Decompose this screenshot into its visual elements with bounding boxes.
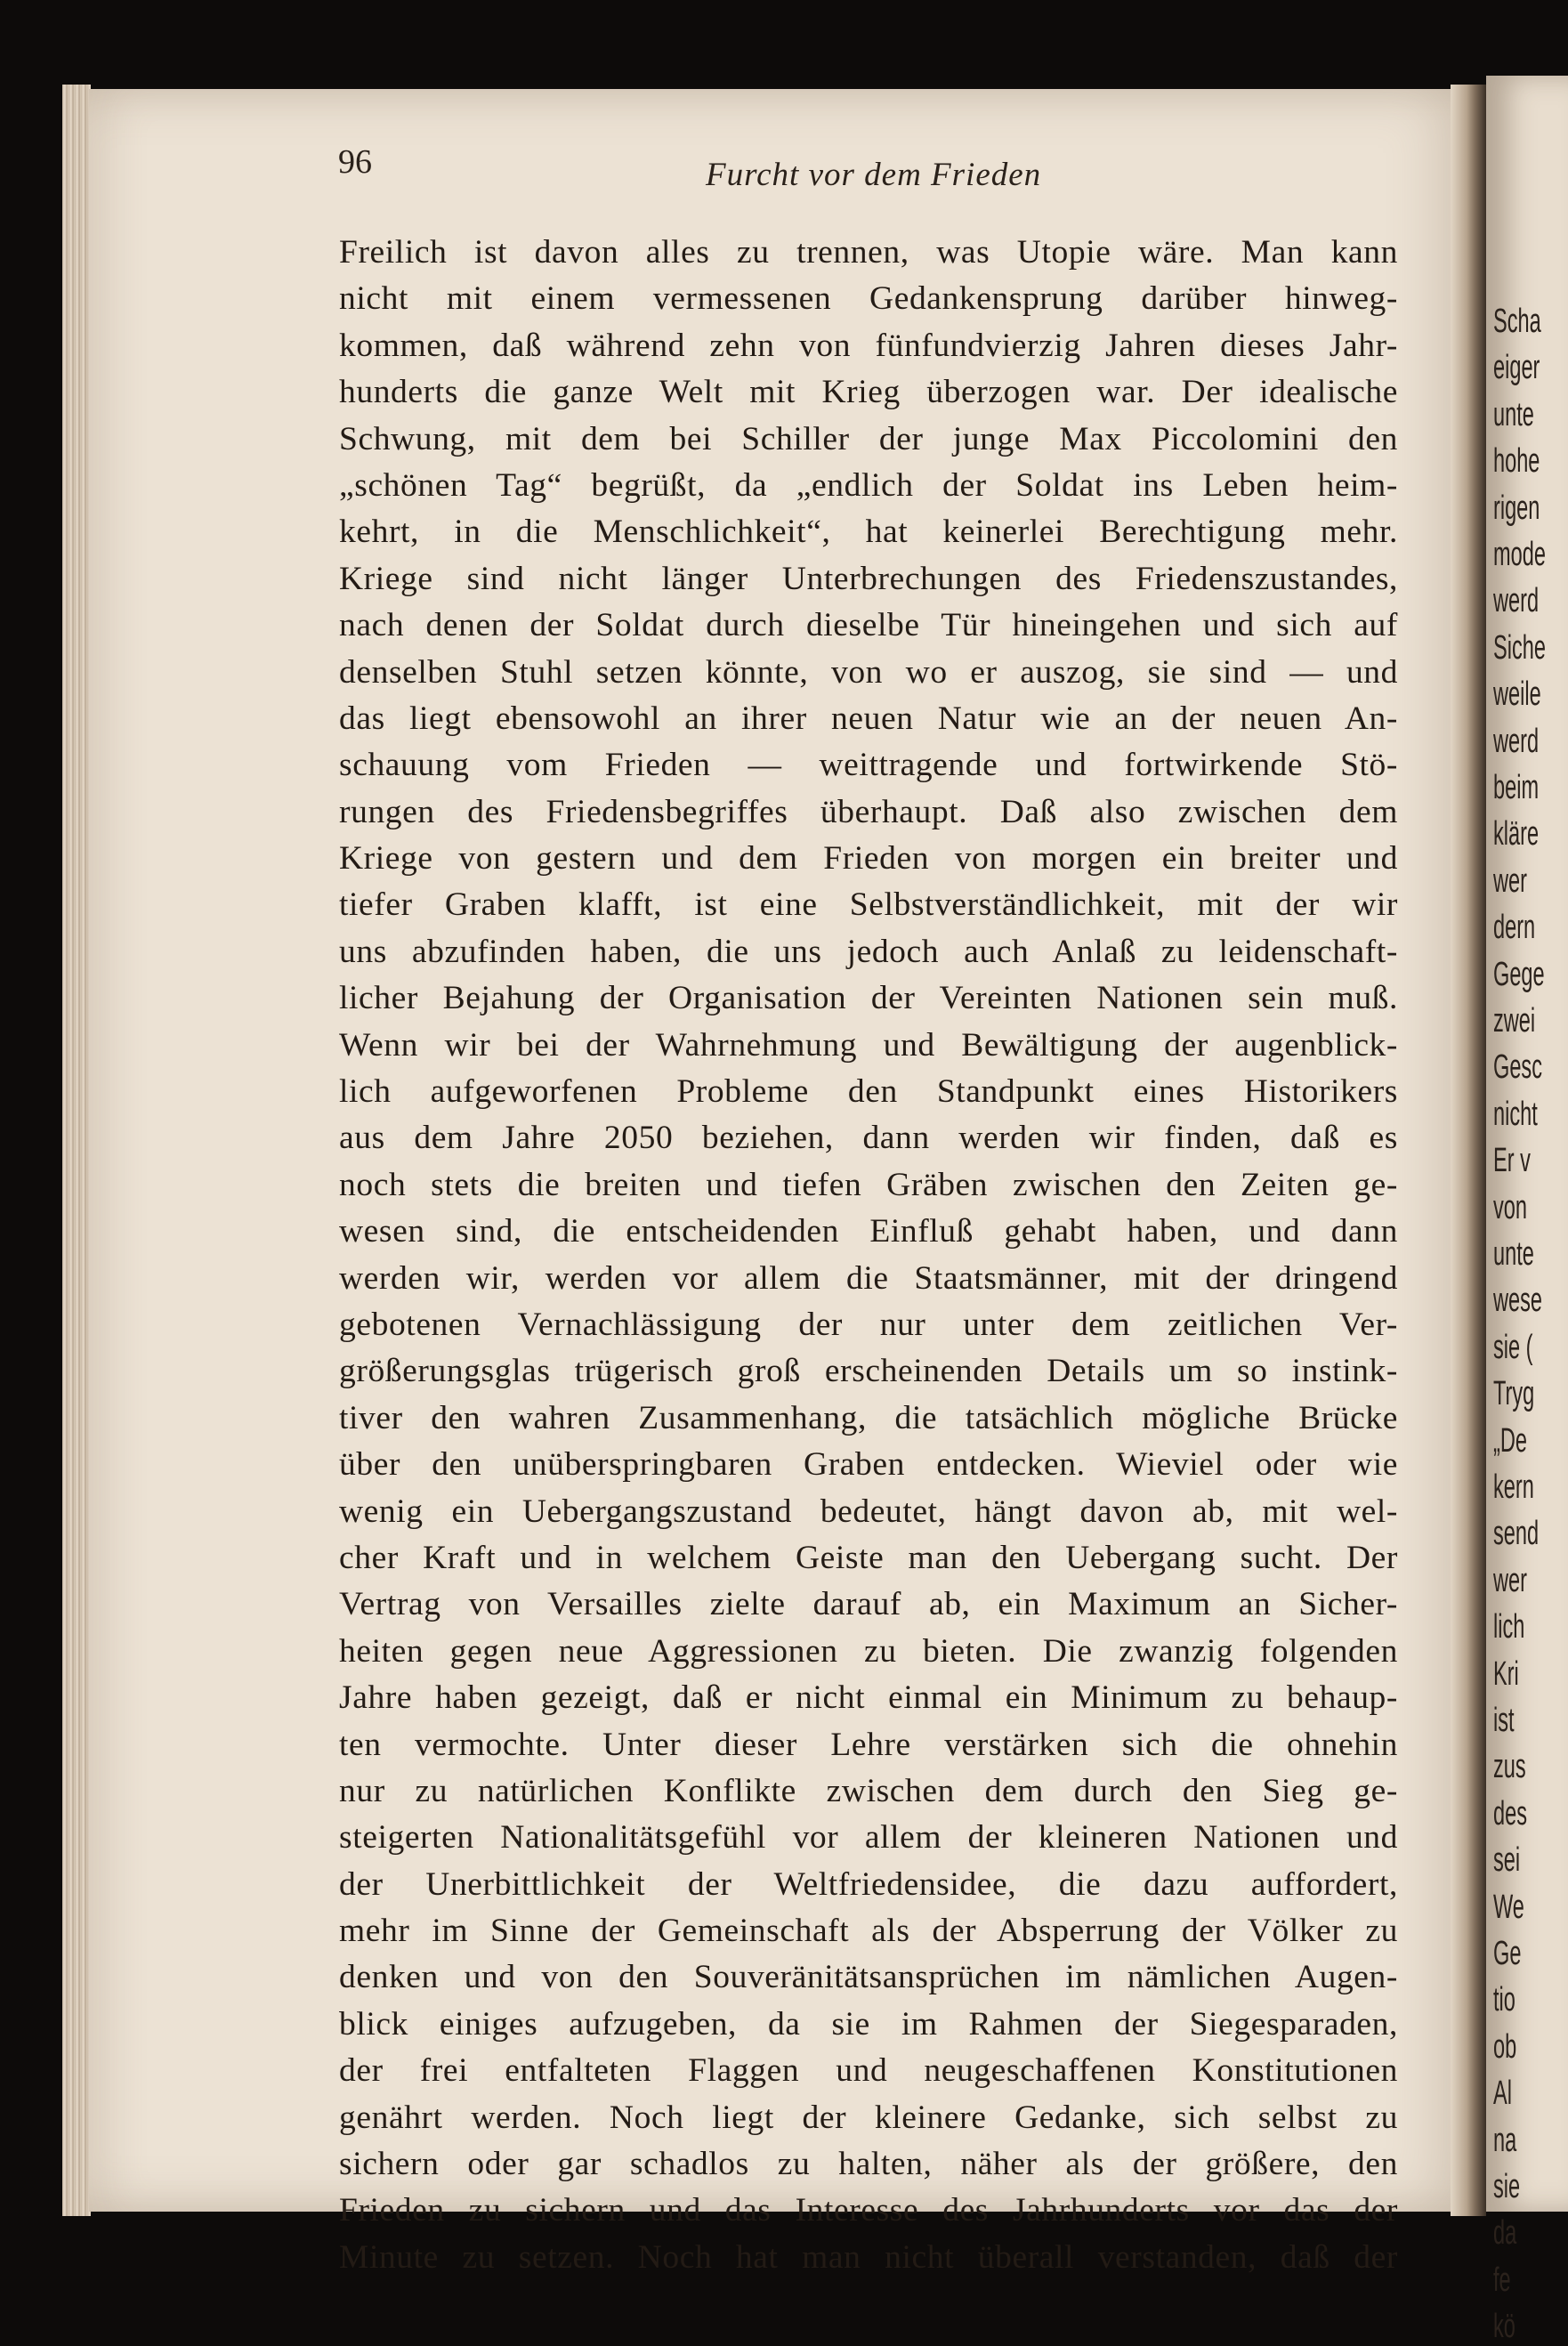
facing-page-fragment: des [1493, 1794, 1527, 1832]
facing-page-fragment: unte [1493, 1235, 1534, 1273]
text-line: Kriege sind nicht länger Unterbrechungen des Friedenszustandes, [339, 560, 1398, 597]
text-line: Vertrag von Versailles zielte darauf ab, ein Maximum an Sicher- [339, 1586, 1398, 1623]
text-line: mehr im Sinne der Gemeinschaft als der Absperrung der Völker zu [339, 1913, 1398, 1950]
facing-page-fragment: ob [1493, 2027, 1517, 2066]
text-line: rungen des Friedensbegriffes überhaupt. Daß also zwischen dem [339, 793, 1398, 830]
text-line: licher Bejahung der Organisation der Vereinten Nationen sein muß. [339, 980, 1398, 1017]
facing-page-fragment: Er v [1493, 1142, 1531, 1180]
facing-page-fragment: wese [1493, 1282, 1543, 1320]
facing-page-fragment: hohe [1493, 442, 1540, 481]
text-line: ten vermochte. Unter dieser Lehre verstärken sich die ohnehin [339, 1726, 1398, 1763]
facing-page-fragment: tio [1493, 1981, 1515, 2019]
text-line: der Unerbittlichkeit der Weltfriedensidee, die dazu auffordert, [339, 1865, 1398, 1903]
text-line: größerungsglas trügerisch groß erscheinenden Details um so instink- [339, 1353, 1398, 1390]
text-line: gebotenen Vernachlässigung der nur unter dem zeitlichen Ver- [339, 1306, 1398, 1343]
text-line: steigerten Nationalitätsgefühl vor allem der kleineren Nationen und [339, 1819, 1398, 1857]
text-line: Freilich ist davon alles zu trennen, was Utopie wäre. Man kann [339, 234, 1398, 271]
text-line: aus dem Jahre 2050 beziehen, dann werden wir finden, daß es [339, 1120, 1398, 1157]
facing-page-fragment: kern [1493, 1468, 1534, 1506]
body-text [339, 230, 1398, 2281]
facing-page-fragment: na [1493, 2121, 1517, 2159]
facing-page-fragment: werd [1493, 722, 1540, 760]
text-line: wenig ein Uebergangszustand bedeutet, hängt davon ab, mit wel- [339, 1493, 1398, 1530]
facing-page-fragment: Al [1493, 2075, 1512, 2113]
text-line: tiver den wahren Zusammenhang, die tatsächlich mögliche Brücke [339, 1399, 1398, 1436]
facing-page-fragment: von [1493, 1188, 1527, 1226]
text-line: der frei entfalteten Flaggen und neugeschaffenen Konstitutionen [339, 2052, 1398, 2090]
facing-page-fragment: wer [1493, 862, 1527, 900]
text-line: das liegt ebensowohl an ihrer neuen Natur wie an der neuen An- [339, 700, 1398, 737]
facing-page-fragment: ist [1493, 1702, 1515, 1739]
facing-page-fragment: weile [1493, 675, 1541, 714]
text-line: über den unüberspringbaren Graben entdecken. Wieviel oder wie [339, 1446, 1398, 1484]
text-line: Frieden zu sichern und das Interesse des Jahrhunderts vor das der [339, 2192, 1398, 2229]
facing-page-fragment: Siche [1493, 628, 1546, 667]
facing-page-fragment: Scha [1493, 303, 1541, 340]
text-line: hunderts die ganze Welt mit Krieg überzogen war. Der idealische [339, 374, 1398, 411]
text-line: schauung vom Frieden — weittragende und fortwirkende Stö- [339, 747, 1398, 784]
facing-page-fragment: We [1493, 1888, 1524, 1926]
facing-page-fragment: unte [1493, 395, 1534, 433]
text-line: tiefer Graben klafft, ist eine Selbstverständlichkeit, mit der wir [339, 886, 1398, 924]
facing-page-fragment: Ge [1493, 1935, 1522, 1972]
facing-page-fragment: zwei [1493, 1002, 1536, 1040]
facing-page-fragment: „De [1493, 1421, 1527, 1460]
facing-page-fragment: fe [1493, 2261, 1511, 2299]
facing-page [1486, 76, 1568, 2346]
facing-page-fragment: eiger [1493, 349, 1540, 387]
facing-page-fragment: send [1493, 1515, 1540, 1553]
facing-page-fragment: zus [1493, 1748, 1526, 1786]
text-line: wesen sind, die entscheidenden Einfluß gehabt haben, und dann [339, 1213, 1398, 1250]
facing-page-fragment: da [1493, 2214, 1517, 2253]
text-line: nach denen der Soldat durch dieselbe Tür hineingehen und sich auf [339, 607, 1398, 644]
book-gutter [1451, 85, 1486, 2216]
text-line: heiten gegen neue Aggressionen zu bieten. Die zwanzig folgenden [339, 1632, 1398, 1670]
facing-page-fragment: Gesc [1493, 1048, 1542, 1087]
text-line: Minute zu setzen. Noch hat man nicht überall verstanden, daß der [339, 2238, 1398, 2276]
text-line: sichern oder gar schadlos zu halten, näher als der größere, den [339, 2146, 1398, 2183]
text-line: uns abzufinden haben, die uns jedoch auch Anlaß zu leidenschaft- [339, 933, 1398, 970]
text-line: nicht mit einem vermessenen Gedankensprung darüber hinweg- [339, 280, 1398, 318]
facing-page-fragment: beim [1493, 769, 1540, 806]
text-line: lich aufgeworfenen Probleme den Standpunkt eines Historikers [339, 1073, 1398, 1111]
facing-page-fragment: nicht [1493, 1095, 1538, 1133]
facing-page-fragment: kö [1493, 2308, 1515, 2346]
page-number: 96 [338, 143, 372, 181]
facing-page-fragment: dern [1493, 909, 1536, 947]
text-line: denselben Stuhl setzen könnte, von wo er auszog, sie sind — und [339, 653, 1398, 691]
facing-page-fragment: kläre [1493, 815, 1540, 853]
facing-page-fragment: sei [1493, 1841, 1521, 1880]
facing-page-fragment: rigen [1493, 489, 1540, 527]
text-line: Wenn wir bei der Wahrnehmung und Bewältigung der augenblick- [339, 1026, 1398, 1064]
facing-page-fragment: mode [1493, 536, 1546, 573]
text-line: noch stets die breiten und tiefen Gräben zwischen den Zeiten ge- [339, 1166, 1398, 1203]
text-line: Jahre haben gezeigt, daß er nicht einmal ein Minimum zu behaup- [339, 1679, 1398, 1717]
facing-page-fragment: Tryg [1493, 1375, 1535, 1413]
facing-page-fragment: werd [1493, 582, 1540, 620]
running-head: Furcht vor dem Frieden [706, 157, 1042, 193]
facing-page-fragment: lich [1493, 1608, 1525, 1646]
text-line: kehrt, in die Menschlichkeit“, hat keinerlei Berechtigung mehr. [339, 514, 1398, 551]
text-line: kommen, daß während zehn von fünfundvierzig Jahren dieses Jahr- [339, 327, 1398, 364]
text-line: cher Kraft und in welchem Geiste man den Uebergang sucht. Der [339, 1539, 1398, 1576]
text-line: genährt werden. Noch liegt der kleinere Gedanke, sich selbst zu [339, 2099, 1398, 2136]
text-line: Kriege von gestern und dem Frieden von morgen ein breiter und [339, 840, 1398, 878]
text-line: „schönen Tag“ begrüßt, da „endlich der Soldat ins Leben heim- [339, 466, 1398, 504]
facing-page-fragment: Gege [1493, 955, 1545, 993]
text-line: werden wir, werden vor allem die Staatsmänner, mit der dringend [339, 1259, 1398, 1297]
facing-page-fragment: sie ( [1493, 1328, 1533, 1366]
facing-page-fragment: Kri [1493, 1654, 1519, 1693]
facing-page-fragment: wer [1493, 1561, 1527, 1599]
text-line: denken und von den Souveränitätsansprüchen im nämlichen Augen- [339, 1959, 1398, 1996]
text-line: Schwung, mit dem bei Schiller der junge Max Piccolomini den [339, 420, 1398, 457]
text-line: nur zu natürlichen Konflikte zwischen dem durch den Sieg ge- [339, 1772, 1398, 1809]
page-edges [62, 85, 91, 2216]
facing-page-fragment: sie [1493, 2168, 1521, 2205]
text-line: blick einiges aufzugeben, da sie im Rahmen der Siegesparaden, [339, 2005, 1398, 2043]
